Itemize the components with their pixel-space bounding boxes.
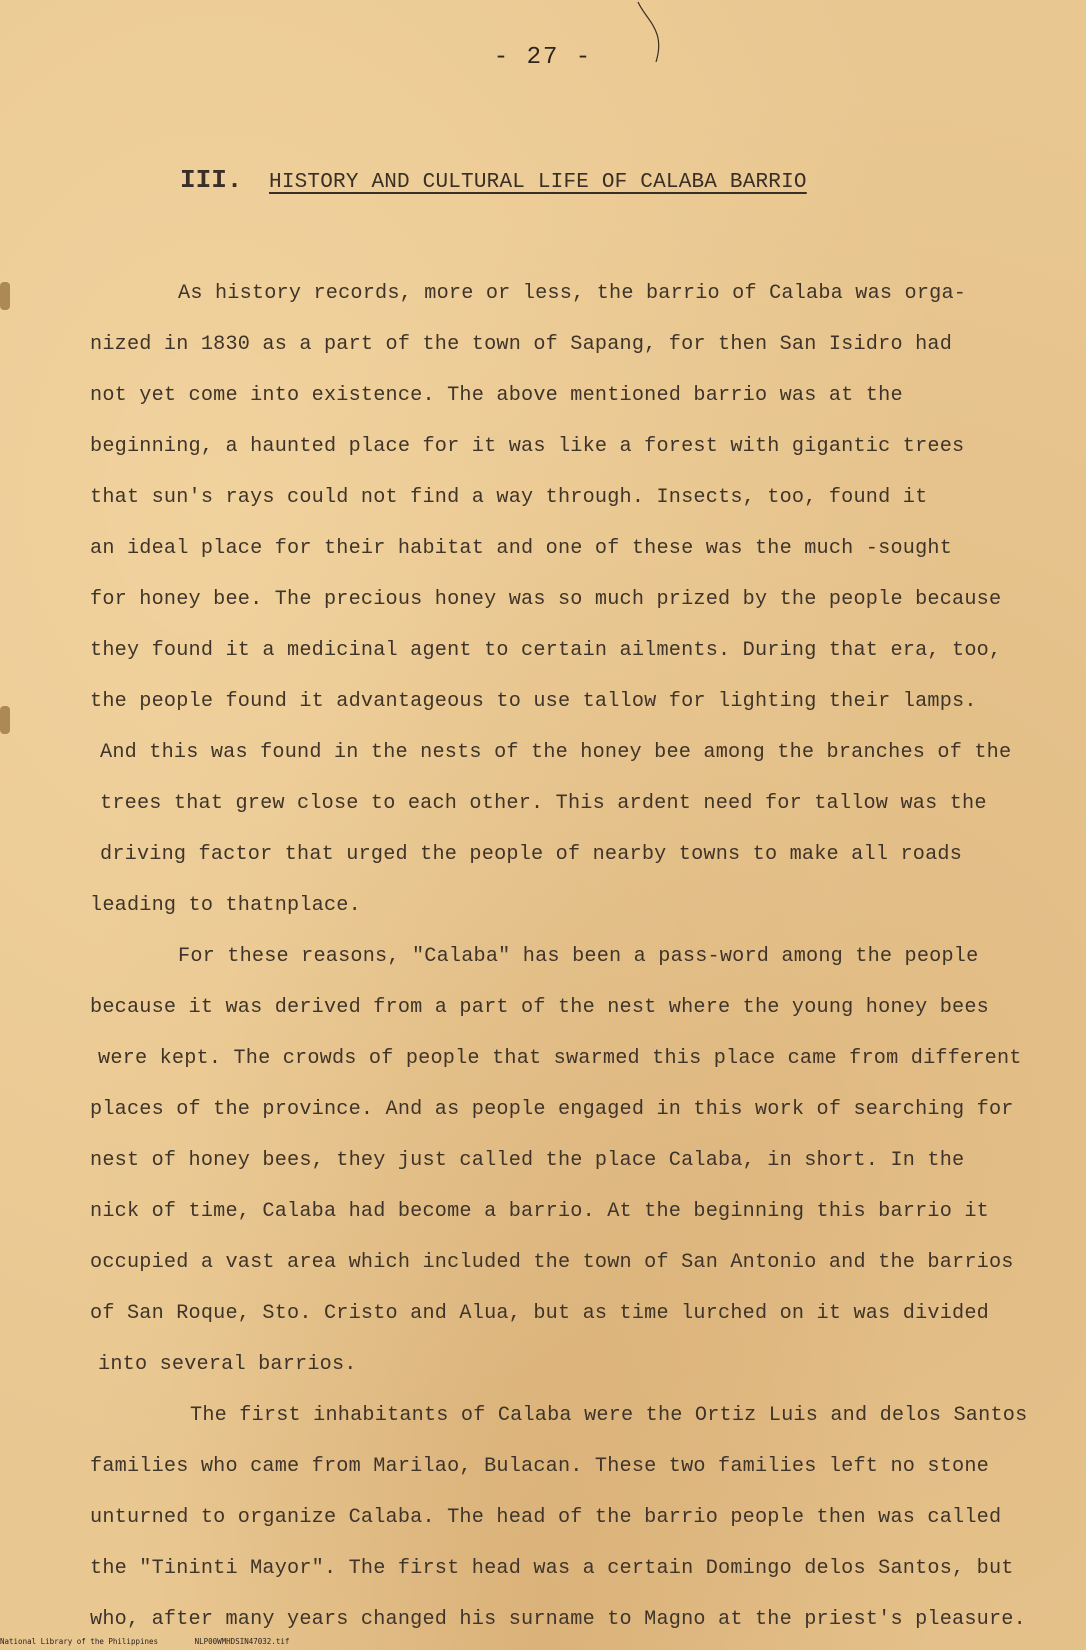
text-line: leading to thatnplace. — [90, 894, 361, 917]
text-line: occupied a vast area which included the town of San Antonio and the barrios — [90, 1251, 1014, 1274]
footer-file: NLP00WMHDSIN47032.tif — [194, 1637, 290, 1646]
text-line: the people found it advantageous to use tallow for lighting their lamps. — [90, 690, 977, 713]
text-line: because it was derived from a part of the nest where the young honey bees — [90, 996, 989, 1019]
text-line: into several barrios. — [98, 1353, 357, 1376]
scan-footer — [0, 1637, 1086, 1646]
binding-stain — [0, 282, 10, 310]
text-line: For these reasons, "Calaba" has been a pass-word among the people — [178, 945, 979, 968]
text-line: families who came from Marilao, Bulacan. These two families left no stone — [90, 1455, 989, 1478]
text-line: driving factor that urged the people of nearby towns to make all roads — [100, 843, 963, 866]
text-line: The first inhabitants of Calaba were the Ortiz Luis and delos Santos — [190, 1404, 1028, 1427]
text-line: nick of time, Calaba had become a barrio. At the beginning this barrio it — [90, 1200, 989, 1223]
text-line: unturned to organize Calaba. The head of the barrio people then was called — [90, 1506, 1002, 1529]
text-line: for honey bee. The precious honey was so much prized by the people because — [90, 588, 1002, 611]
section-numeral: III. — [180, 165, 243, 195]
text-line: of San Roque, Sto. Cristo and Alua, but as time lurched on it was divided — [90, 1302, 989, 1325]
binding-stain — [0, 706, 10, 734]
text-line: nized in 1830 as a part of the town of Sapang, for then San Isidro had — [90, 333, 953, 356]
text-line: trees that grew close to each other. This ardent need for tallow was the — [100, 792, 987, 815]
text-line: an ideal place for their habitat and one of these was the much -sought — [90, 537, 953, 560]
text-line: the "Tininti Mayor". The first head was a certain Domingo delos Santos, but — [90, 1557, 1014, 1580]
section-title: HISTORY AND CULTURAL LIFE OF CALABA BARRIO — [269, 171, 807, 194]
text-line: not yet come into existence. The above mentioned barrio was at the — [90, 384, 903, 407]
document-body — [90, 268, 1050, 1645]
text-line: And this was found in the nests of the honey bee among the branches of the — [100, 741, 1012, 764]
text-line: they found it a medicinal agent to certain ailments. During that era, too, — [90, 639, 1002, 662]
text-line: were kept. The crowds of people that swarmed this place came from different — [98, 1047, 1022, 1070]
text-line: who, after many years changed his surname to Magno at the priest's pleasure. — [90, 1608, 1026, 1631]
section-heading — [180, 165, 807, 195]
text-line: As history records, more or less, the barrio of Calaba was orga- — [178, 282, 967, 305]
text-line: that sun's rays could not find a way through. Insects, too, found it — [90, 486, 928, 509]
page-number: - 27 - — [493, 44, 593, 71]
text-line: places of the province. And as people engaged in this work of searching for — [90, 1098, 1014, 1121]
footer-library: National Library of the Philippines — [0, 1637, 159, 1646]
text-line: beginning, a haunted place for it was like a forest with gigantic trees — [90, 435, 965, 458]
text-line: nest of honey bees, they just called the place Calaba, in short. In the — [90, 1149, 965, 1172]
